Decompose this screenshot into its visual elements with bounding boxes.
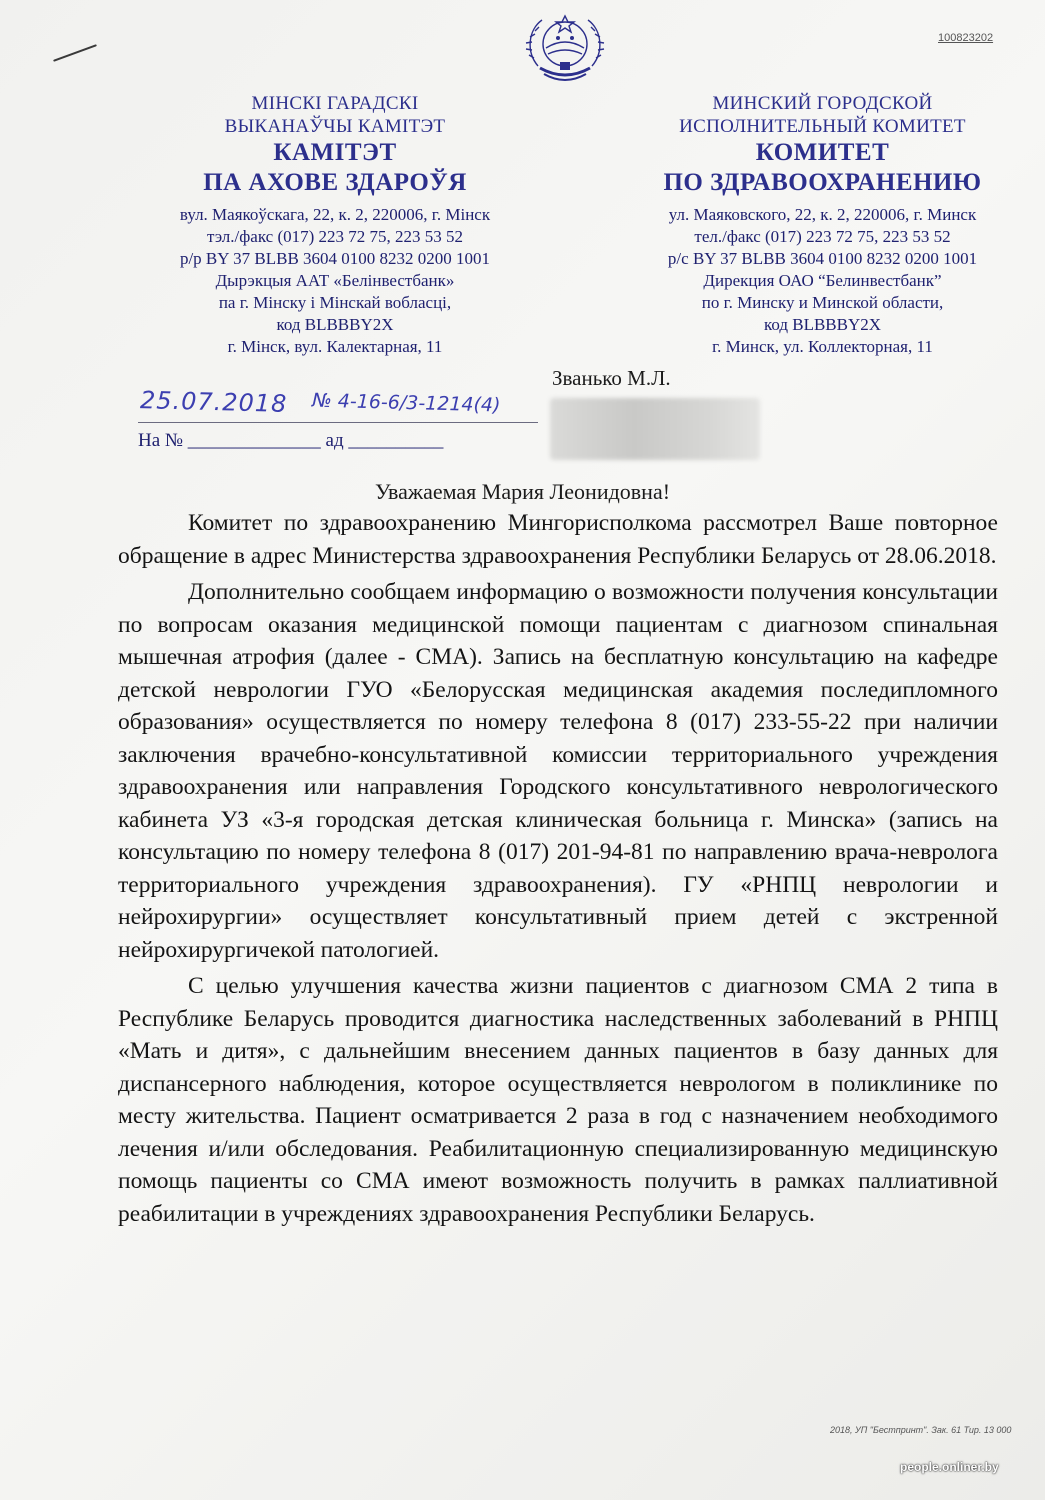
address-line: р/с BY 37 BLBB 3604 0100 8232 0200 1001 [667, 249, 978, 268]
org-name-bold: ПА АХОВЕ ЗДАРОЎЯ [203, 169, 467, 196]
belarus-state-emblem-icon [520, 8, 610, 90]
letterhead-belarusian [135, 92, 535, 358]
address-line: вул. Маякоўскага, 22, к. 2, 220006, г. Мінск [179, 205, 491, 224]
document-serial-number: 100823202 [938, 32, 994, 44]
body-paragraph: С целью улучшения качества жизни пациентов с диагнозом СМА 2 типа в Республике Беларусь проводится диагностика наследственных заболеваний в РНПЦ «Мать и дитя», с дальнейшим внесением данных пациентов в базу данных для диспансерного наблюдения, которое осуществляется неврологом в поликлинике по месту жительства. Пациент осматривается 2 раза в год с назначением необходимого лечения и/или обследования. Реабилитационную специализированную медицинскую помощь пациенты со СМА имеют возможность получить в рамках паллиативной реабилитации в учреждениях здравоохранения Республики Беларусь. [118, 973, 998, 1227]
org-line: МІНСКІ ГАРАДСКІ [251, 93, 419, 114]
org-line: ВЫКАНАЎЧЫ КАМІТЭТ [224, 116, 446, 137]
org-name-bold: ПО ЗДРАВООХРАНЕНИЮ [663, 169, 982, 196]
address-line: тэл./факс (017) 223 72 75, 223 53 52 [206, 227, 464, 246]
body-paragraph: Дополнительно сообщаем информацию о возможности получения консультации по вопросам оказания медицинской помощи пациентам с диагнозом спинальная мышечная атрофия (далее - СМА). Запись на бесплатную консультацию на кафедре детской неврологии ГУО «Белорусская медицинская академия последипломного образования» осуществляется по номеру телефона 8 (017) 233-55-22 при наличии заключения врачебно-консультативной комиссии территориального учреждения здравоохранения или направления Городского консультативного неврологического кабинета УЗ «3-я городская детская клиническая больница г. Минска» (запись на консультацию по номеру телефона 8 (017) 201-94-81 по направлению врача-невролога территориального учреждения здравоохранения). ГУ «РНПЦ неврологии и нейрохирургии» осуществляет консультативный прием детей с экстренной нейрохирургичекой патологией. [118, 579, 998, 963]
pen-mark [53, 44, 97, 62]
address-line: па г. Мінску і Мінскай вобласці, [218, 293, 452, 312]
salutation: Уважаемая Мария Леонидовна! [374, 479, 671, 504]
reference-underline [138, 422, 538, 423]
address-line: Дырэкцыя ААТ «Белінвестбанк» [215, 271, 455, 290]
org-name-bold: КОМИТЕТ [755, 139, 890, 166]
recipient-name: Званько М.Л. [552, 366, 671, 390]
redacted-address [550, 398, 760, 460]
incoming-reference-label: На № ______________ ад __________ [138, 430, 444, 451]
address-line: код BLBBBY2X [763, 315, 882, 334]
handwritten-reference-number: № 4-16-6/3-1214(4) [311, 389, 501, 417]
address-line: код BLBBBY2X [276, 315, 394, 334]
letterhead-russian [620, 92, 1025, 358]
printer-imprint: 2018, УП "Бестпринт". Зак. 61 Тир. 13 000 [830, 1425, 1012, 1435]
body-paragraph: Комитет по здравоохранению Мингорисполкома рассмотрел Ваше повторное обращение в адрес Министерства здравоохранения Республики Беларусь от 28.06.2018. [118, 510, 998, 569]
address-line: тел./факс (017) 223 72 75, 223 53 52 [694, 227, 951, 246]
org-line: МИНСКИЙ ГОРОДСКОЙ [712, 93, 933, 114]
org-name-bold: КАМІТЭТ [273, 139, 397, 166]
address-line: ул. Маяковского, 22, к. 2, 220006, г. Минск [668, 205, 977, 224]
org-line: ИСПОЛНИТЕЛЬНЫЙ КОМИТЕТ [679, 116, 966, 137]
source-watermark: people.onliner.by [900, 1460, 999, 1474]
address-line: Дирекция ОАО “Белинвестбанк” [703, 271, 942, 290]
address-line: г. Мінск, вул. Калектарная, 11 [227, 337, 443, 356]
address-line: г. Минск, ул. Коллекторная, 11 [712, 337, 933, 356]
letter-body [118, 507, 998, 1230]
address-line: по г. Минску и Минской области, [701, 293, 944, 312]
address-line: р/р BY 37 BLBB 3604 0100 8232 0200 1001 [179, 249, 491, 268]
handwritten-date: 25.07.2018 [139, 386, 288, 418]
